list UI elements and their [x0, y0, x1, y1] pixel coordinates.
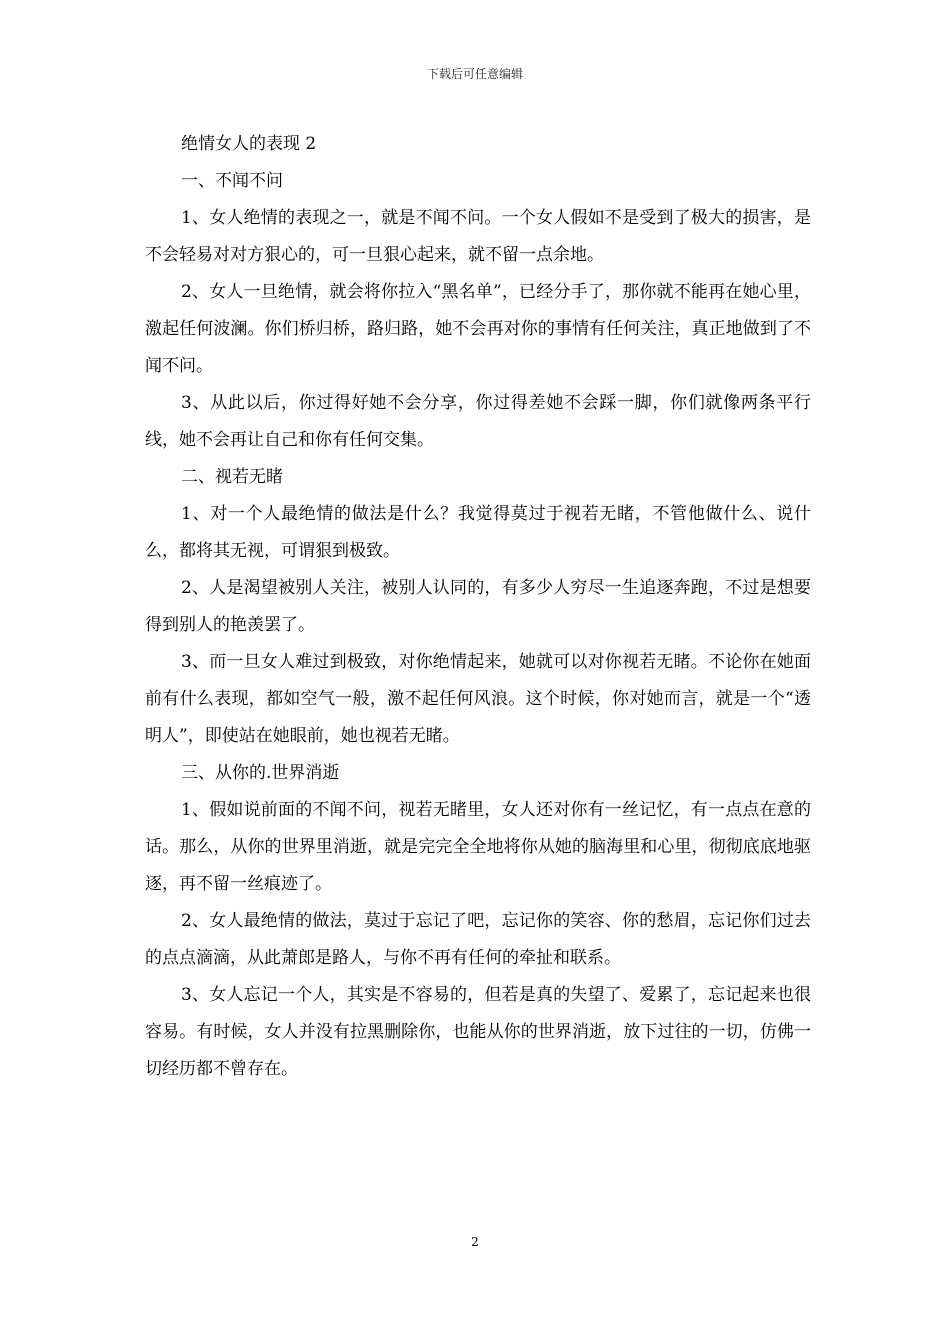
section-heading-3: 三、从你的.世界消逝 — [181, 763, 340, 783]
paragraph: 2、女人最绝情的做法，莫过于忘记了吧，忘记你的笑容、你的愁眉，忘记你们过去的点点滴滴，从此萧郎是路人，与你不再有任何的牵扯和联系。 — [145, 911, 811, 968]
paragraph: 3、而一旦女人难过到极致，对你绝情起来，她就可以对你视若无睹。不论你在她面前有什么表现，都如空气一般，激不起任何风浪。这个时候，你对她而言，就是一个“透明人”，即使站在她眼前，她也视若无睹。 — [145, 652, 811, 746]
paragraph: 2、女人一旦绝情，就会将你拉入“黑名单”，已经分手了，那你就不能再在她心里，激起任何波澜。你们桥归桥，路归路，她不会再对你的事情有任何关注，真正地做到了不闻不问。 — [145, 282, 811, 376]
document-body — [145, 126, 811, 1088]
page-header: 下载后可任意编辑 — [426, 67, 523, 81]
paragraph: 3、女人忘记一个人，其实是不容易的，但若是真的失望了、爱累了，忘记起来也很容易。有时候，女人并没有拉黑删除你，也能从你的世界消逝，放下过往的一切，仿佛一切经历都不曾存在。 — [145, 985, 811, 1079]
paragraph: 3、从此以后，你过得好她不会分享，你过得差她不会踩一脚，你们就像两条平行线，她不会再让自己和你有任何交集。 — [145, 393, 811, 450]
paragraph: 1、对一个人最绝情的做法是什么？我觉得莫过于视若无睹，不管他做什么、说什么，都将其无视，可谓狠到极致。 — [145, 504, 811, 561]
document-title: 绝情女人的表现 2 — [181, 134, 317, 154]
page-number: 2 — [471, 1235, 479, 1249]
paragraph: 1、假如说前面的不闻不问，视若无睹里，女人还对你有一丝记忆，有一点点在意的话。那么，从你的世界里消逝，就是完完全全地将你从她的脑海里和心里，彻彻底底地驱逐，再不留一丝痕迹了。 — [145, 800, 811, 894]
section-heading-1: 一、不闻不问 — [181, 171, 283, 191]
paragraph: 1、女人绝情的表现之一，就是不闻不问。一个女人假如不是受到了极大的损害，是不会轻易对对方狠心的，可一旦狠心起来，就不留一点余地。 — [145, 208, 811, 265]
paragraph: 2、人是渴望被别人关注，被别人认同的，有多少人穷尽一生追逐奔跑，不过是想要得到别人的艳羡罢了。 — [145, 578, 811, 635]
section-heading-2: 二、视若无睹 — [181, 467, 283, 487]
